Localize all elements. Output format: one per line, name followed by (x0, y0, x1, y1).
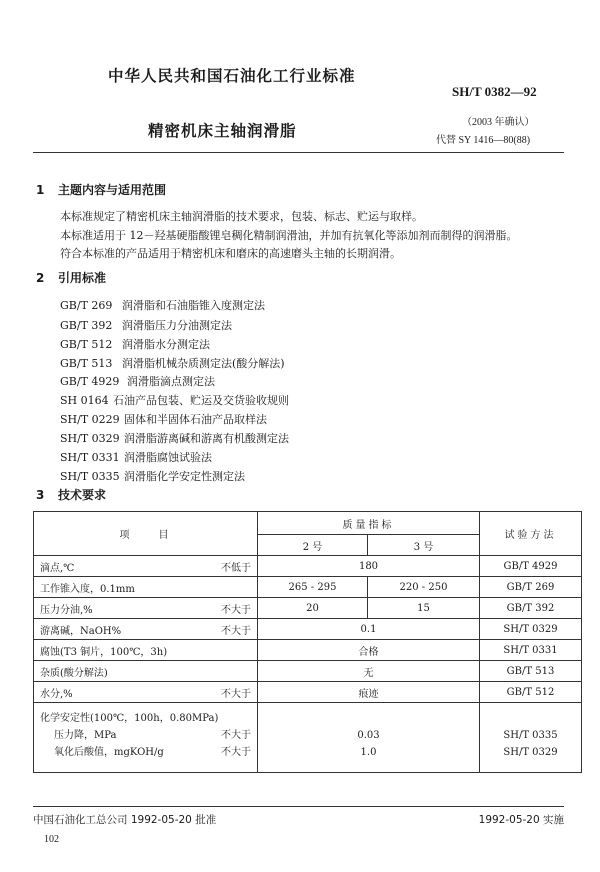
header-quality: 质量指标 (258, 512, 480, 535)
reference-item: GB/T 4929 润滑脂滴点测定法 (60, 375, 215, 388)
table-row-chemical-stability (34, 703, 582, 773)
row-item: 游离碱，NaOH% (40, 625, 122, 637)
row-method: GB/T 269 (480, 577, 582, 598)
row-value-grade-3: 220 - 250 (368, 577, 480, 598)
footer-effective: 1992-05-20 实施 (478, 814, 564, 826)
row-method: GB/T 4929 (480, 556, 582, 577)
table-row (34, 577, 582, 598)
standard-code: SH/T 0382—92 (452, 84, 537, 99)
row-item: 滴点,℃ (40, 562, 75, 574)
reference-item: GB/T 512 润滑脂水分测定法 (60, 338, 210, 351)
footer-approval: 中国石油化工总公司 1992-05-20 批准 (33, 814, 217, 826)
row-method: GB/T 512 (480, 682, 582, 703)
row-value-grade-2: 20 (258, 598, 368, 619)
row-method: GB/T 513 (480, 661, 582, 682)
chem-sub-item: 压力降，MPa (54, 730, 117, 741)
header-grade-2: 2 号 (258, 535, 368, 556)
reference-item: GB/T 513 润滑脂机械杂质测定法(酸分解法) (60, 357, 285, 370)
row-qualifier: 不大于 (221, 688, 251, 700)
chem-sub-method: SH/T 0329 (503, 747, 558, 758)
section-1-paragraph: 本标准规定了精密机床主轴润滑脂的技术要求，包装、标志、贮运与取样。 (60, 210, 423, 223)
row-item: 压力分油,% (40, 604, 93, 616)
row-value: 0.1 (258, 619, 480, 640)
section-1-paragraph: 本标准适用于 12－羟基硬脂酸锂皂稠化精制润滑油，并加有抗氧化等添加剂而制得的润滑脂。 (60, 229, 518, 242)
header-grade-3: 3 号 (368, 535, 480, 556)
page-number: 102 (44, 834, 59, 845)
reference-item: SH 0164 石油产品包装、贮运及交货验收规则 (60, 394, 289, 407)
row-value: 合格 (258, 640, 480, 661)
table-row (34, 556, 582, 577)
chem-sub-method: SH/T 0335 (503, 730, 558, 741)
chem-sub-item: 氧化后酸值，mgKOH/g (54, 747, 164, 758)
header-divider (33, 152, 564, 153)
reference-item: GB/T 392 润滑脂压力分油测定法 (60, 319, 232, 332)
replaces-note: 代替 SY 1416—80(88) (436, 135, 531, 146)
row-method: SH/T 0331 (480, 640, 582, 661)
header-organization: 中华人民共和国石油化工行业标准 (108, 67, 356, 85)
row-item: 杂质(酸分解法) (40, 667, 108, 679)
row-qualifier: 不大于 (221, 604, 251, 616)
row-value: 180 (258, 556, 480, 577)
table-row (34, 682, 582, 703)
chem-sub-qualifier: 不大于 (221, 730, 251, 741)
header-method: 试验方法 (480, 512, 582, 556)
confirmation-note: （2003 年确认） (462, 117, 535, 128)
row-method: GB/T 392 (480, 598, 582, 619)
row-item: 水分,% (40, 688, 73, 700)
section-1-heading: 1 主题内容与适用范围 (36, 183, 167, 197)
table-row (34, 661, 582, 682)
row-value: 痕迹 (258, 682, 480, 703)
table-row (34, 619, 582, 640)
row-qualifier: 不大于 (221, 625, 251, 637)
table-row (34, 640, 582, 661)
reference-item: SH/T 0335 润滑脂化学安定性测定法 (60, 470, 245, 483)
row-value-grade-2: 265 - 295 (258, 577, 368, 598)
row-value: 无 (258, 661, 480, 682)
header-item: 项 目 (34, 512, 258, 556)
row-item: 腐蚀(T3 铜片，100℃，3h) (40, 646, 168, 658)
section-1-paragraph: 符合本标准的产品适用于精密机床和磨床的高速磨头主轴的长期润滑。 (60, 247, 401, 260)
reference-item: SH/T 0229 固体和半固体石油产品取样法 (60, 413, 267, 426)
table-row (34, 598, 582, 619)
document-title: 精密机床主轴润滑脂 (148, 122, 297, 140)
chem-sub-qualifier: 不大于 (221, 747, 251, 758)
chem-sub-value: 0.03 (357, 730, 380, 741)
section-2-heading: 2 引用标准 (36, 271, 107, 285)
reference-item: SH/T 0331 润滑脂腐蚀试验法 (60, 451, 212, 464)
reference-item: SH/T 0329 润滑脂游离碱和游离有机酸测定法 (60, 432, 289, 445)
row-value-grade-3: 15 (368, 598, 480, 619)
section-3-heading: 3 技术要求 (36, 488, 107, 502)
technical-requirements-table (33, 511, 582, 773)
reference-item: GB/T 269 润滑脂和石油脂锥入度测定法 (60, 299, 265, 312)
row-qualifier: 不低于 (221, 562, 251, 574)
row-method: SH/T 0329 (480, 619, 582, 640)
table-header-row (34, 512, 582, 535)
chem-title: 化学安定性(100℃，100h，0.80MPa) (40, 713, 219, 724)
row-item: 工作锥入度，0.1mm (40, 583, 135, 595)
footer-divider (33, 806, 564, 807)
chem-sub-value: 1.0 (360, 747, 377, 758)
